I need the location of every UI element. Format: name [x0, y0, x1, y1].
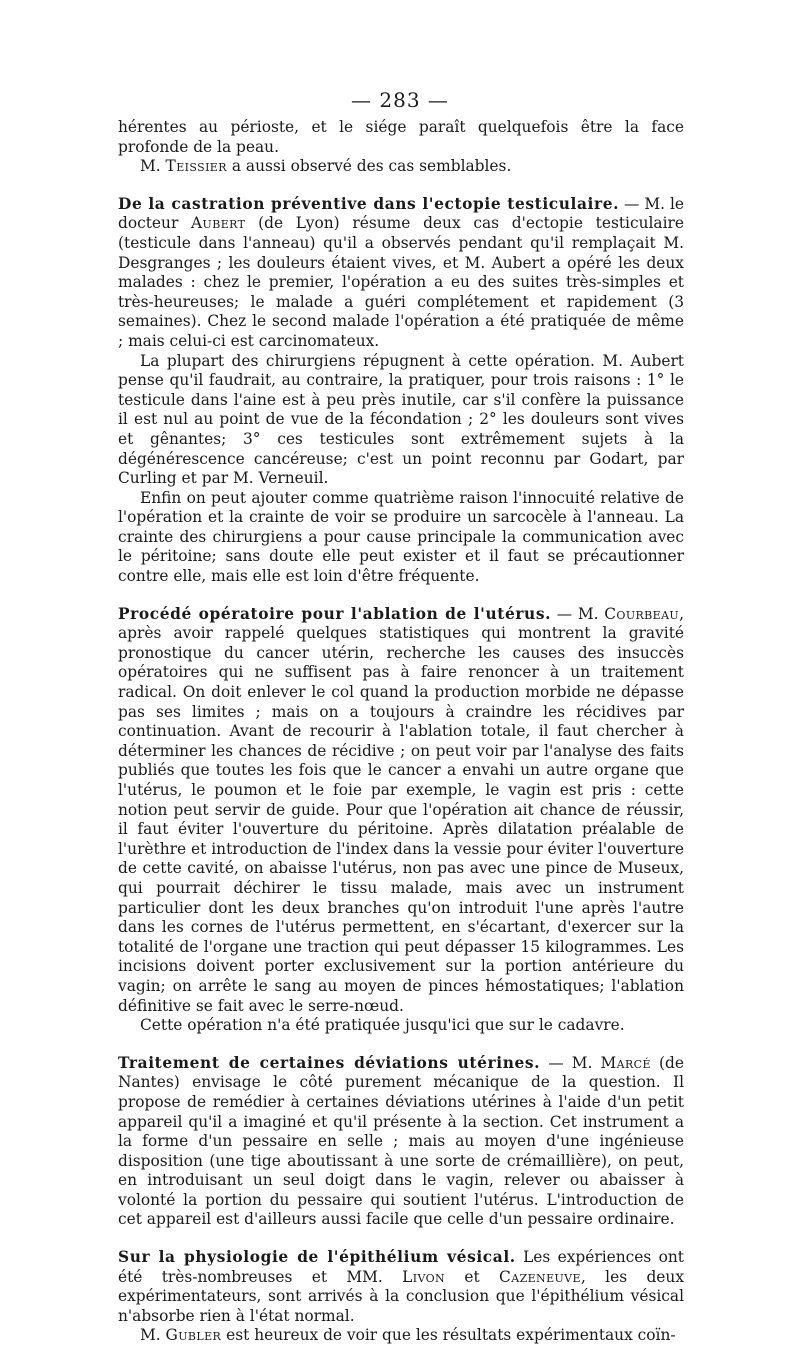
text-run: a aussi observé des cas semblables.	[226, 157, 512, 176]
text-run: (de Lyon) résume deux cas d'ectopie testiculaire (testicule dans l'anneau) qu'il a observés pendant qu'il remplaçait M. Desgranges ; les douleurs étaient vives, et M. Aubert a opéré les deux malades : chez le premier, l'opération a eu des suites très-simples et très-heureuses; le malade a guéri complétement et rapidement (3 semaines). Chez le second malade l'opération a été pratiquée de même ; mais celui-ci est carcinomateux.	[118, 214, 684, 350]
text-run: — M.	[551, 604, 605, 623]
section-heading: De la castration préventive dans l'ectopie testiculaire.	[118, 194, 620, 213]
section-heading: Traitement de certaines déviations utérines.	[118, 1053, 541, 1072]
paragraph	[118, 1054, 684, 1230]
text-run: — M.	[540, 1053, 601, 1072]
article-section	[118, 605, 684, 1036]
paragraph	[118, 157, 684, 177]
page-number: — 283 —	[351, 88, 449, 112]
text-run: , les deux expérimentateurs, sont arrivés à la conclusion que l'épithélium vésical n'absorbe rien à l'état normal.	[118, 1267, 684, 1325]
paragraph	[118, 1248, 684, 1326]
text-run: (de Nantes) envisage le côté purement mécanique de la question. Il propose de remédier à certaines déviations utérines à l'aide d'un petit appareil qu'il a imaginé et qu'il présente à la section. Cet instrument a la forme d'un pessaire en selle ; mais au moyen d'une ingénieuse disposition (une tige aboutissant à une sorte de crémaillière), on peut, en introduisant un seul doigt dans le vagin, relever ou abaisser à volonté la portion du pessaire qui soutient l'utérus. L'introduction de cet appareil est d'ailleurs aussi facile que celle d'un pessaire ordinaire.	[118, 1053, 684, 1229]
text-run: Cette opération n'a été pratiquée jusqu'ici que sur le cadavre.	[140, 1016, 625, 1035]
paragraph	[118, 605, 684, 1016]
author-name: Gubler	[165, 1326, 222, 1345]
author-name: Marcé	[600, 1053, 651, 1072]
text-run: M.	[140, 157, 166, 176]
author-name: Courbeau	[604, 604, 680, 623]
text-run: Les expériences ont été très-nombreuses et MM.	[118, 1248, 684, 1286]
text-run: M.	[140, 1326, 166, 1345]
paragraph	[118, 195, 684, 352]
author-name: Cazeneuve	[499, 1267, 581, 1286]
text-run: et	[445, 1267, 500, 1286]
text-run: — M. le docteur	[118, 194, 684, 233]
article-section	[118, 195, 684, 587]
article-section	[118, 1248, 684, 1346]
author-name: Livon	[402, 1267, 446, 1286]
paragraph	[118, 489, 684, 587]
text-run: hérentes au périoste, et le siége paraît quelquefois être la face profonde de la peau.	[118, 118, 684, 156]
text-run: , après avoir rappelé quelques statistiques qui montrent la gravité pronostique du cancer utérin, recherche les causes des insuccès opératoires qui ne suffisent pas à faire renoncer à un traitement radical. On doit enlever le col quand la production morbide ne dépasse pas ses limites ; mais on a toujours à craindre les récidives par continuation. Avant de recourir à l'ablation totale, il faut chercher à déterminer les chances de récidive ; on peut voir par l'analyse des faits publiés que toutes les fois que le cancer a envahi un autre organe que l'utérus, le poumon et le foie par exemple, le vagin est pris : cette notion peut servir de guide. Pour que l'opération ait chance de réussir, il faut éviter l'ouverture du péritoine. Après dilatation préalable de l'urèthre et introduction de l'index dans la vessie pour éviter l'ouverture de cette cavité, on abaisse l'utérus, non pas avec une pince de Museux, qui pourrait déchirer le tissu malade, mais avec un instrument particulier dont les deux branches qu'on introduit l'une après l'autre dans les cornes de l'utérus permettent, en s'écartant, d'exercer sur la totalité de l'organe une traction qui peut dépasser 15 kilogrammes. Les incisions doivent porter exclusivement sur la portion antérieure du vagin; on arrête le sang au moyen de pinces hémostatiques; l'ablation définitive se fait avec le serre-nœud.	[118, 604, 684, 1015]
article-section	[118, 1054, 684, 1230]
text-run: est heureux de voir que les résultats expérimentaux coïn-	[221, 1326, 676, 1345]
author-name: Teissier	[165, 157, 227, 176]
paragraph	[118, 352, 684, 489]
section-heading: Sur la physiologie de l'épithélium vésical.	[118, 1248, 516, 1267]
body-text	[118, 118, 684, 1346]
author-name: Aubert	[191, 214, 246, 233]
paragraph	[118, 118, 684, 157]
section-heading: Procédé opératoire pour l'ablation de l'utérus.	[118, 604, 552, 623]
continued-text	[118, 118, 684, 177]
paragraph	[118, 1016, 684, 1036]
text-run: Enfin on peut ajouter comme quatrième raison l'innocuité relative de l'opération et la crainte de voir se produire un sarcocèle à l'anneau. La crainte des chirurgiens a pour cause principale la communication avec le péritoine; sans doute elle peut exister et il faut se précautionner contre elle, mais elle est loin d'être fréquente.	[118, 488, 684, 586]
text-run: La plupart des chirurgiens répugnent à cette opération. M. Aubert pense qu'il faudrait, au contraire, la pratiquer, pour trois raisons : 1° le testicule dans l'aine est à peu près inutile, car s'il confère la puissance il est nul au point de vue de la fécondation ; 2° les douleurs sont vives et gênantes; 3° ces testicules sont extrêmement sujets à la dégénérescence cancéreuse; c'est un point reconnu par Godart, par Curling et par M. Verneuil.	[118, 351, 684, 488]
paragraph	[118, 1326, 684, 1346]
